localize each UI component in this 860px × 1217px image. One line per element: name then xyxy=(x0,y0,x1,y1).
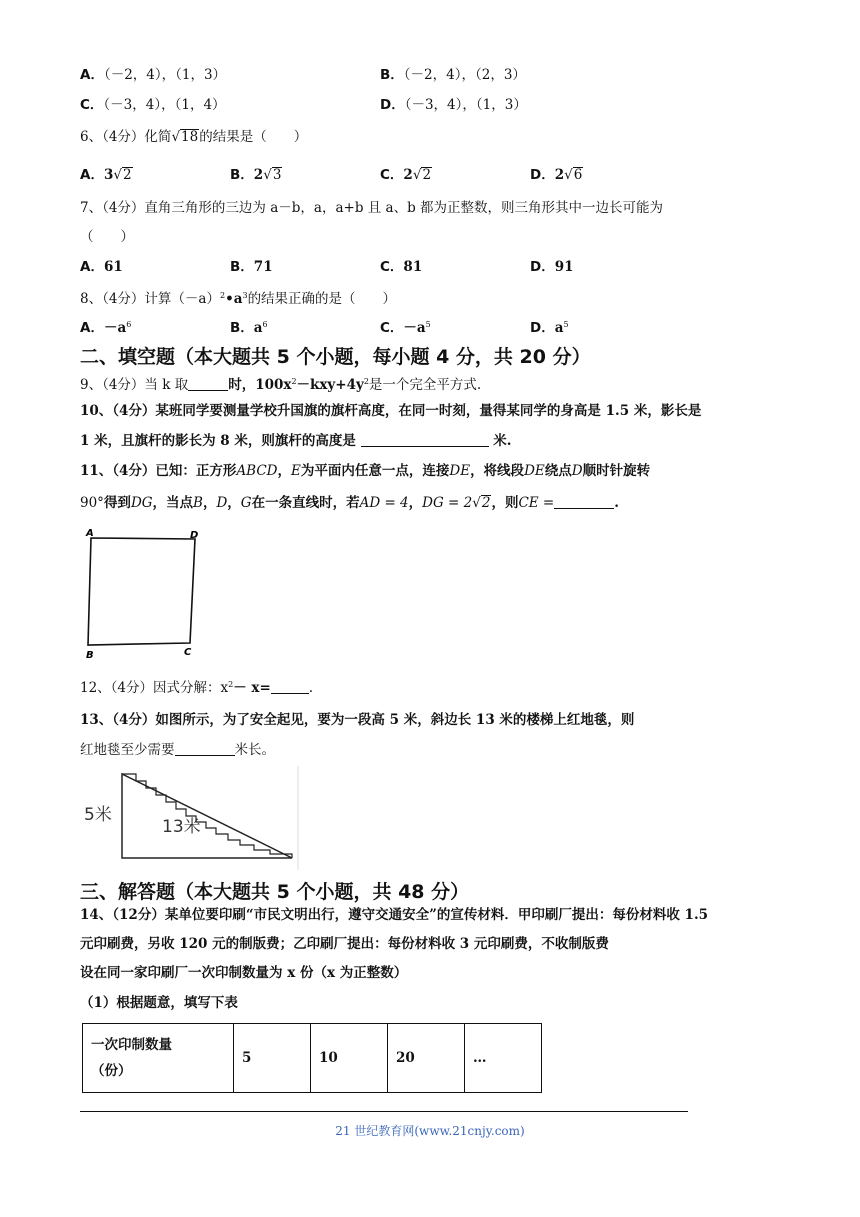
q6-number: 6、（4分）化简 xyxy=(80,129,172,145)
q11-math: E xyxy=(291,463,301,479)
q9-mid: －kxy+4y xyxy=(296,377,364,393)
q9-post: 时，100x xyxy=(228,377,292,393)
q11-stem-line2 xyxy=(80,494,619,512)
q10-answer-blank[interactable] xyxy=(361,432,489,447)
option-text: （－3，4），（1，4） xyxy=(103,97,226,113)
table-cell: 5 xyxy=(234,1024,311,1093)
vertex-label-a: A xyxy=(86,528,94,539)
option-base: －a xyxy=(403,320,426,336)
option-radicand: 6 xyxy=(573,167,583,183)
option-exp: 5 xyxy=(425,320,431,329)
q8-pre: 8、（4分）计算（－a） xyxy=(80,291,220,307)
q7-option-a xyxy=(80,258,123,276)
option-coef: 2 xyxy=(554,167,565,183)
q9-pre: 9、（4分）当 k 取 xyxy=(80,377,189,393)
option-key: D． xyxy=(530,167,555,183)
option-base: －a xyxy=(103,320,127,336)
stair-triangle xyxy=(122,774,292,858)
q5-option-b xyxy=(380,66,526,84)
table-cell: … xyxy=(465,1024,542,1093)
q11-text: ， xyxy=(227,495,241,511)
option-text: 61 xyxy=(103,259,123,275)
option-key: A． xyxy=(80,67,104,83)
q11-text: 为平面内任意一点，连接 xyxy=(300,463,450,479)
q8-option-d xyxy=(530,316,569,337)
q11-text: 11、（4分）已知：正方形 xyxy=(80,463,237,479)
option-exp: 6 xyxy=(262,320,268,329)
q14-stem-line1: 14、（12分）某单位要印刷“市民文明出行，遵守交通安全”的宣传材料．甲印刷厂提出：每份材料收 1.5 xyxy=(80,907,709,923)
q11-text: 在一条直线时，若 xyxy=(251,495,360,511)
vertex-label-b: B xyxy=(86,650,94,661)
q6-option-a xyxy=(80,166,133,184)
q6-radicand: 18 xyxy=(181,129,199,145)
q10-stem-line2 xyxy=(80,432,512,450)
option-radicand: 2 xyxy=(422,167,432,183)
q13-pre: 红地毯至少需要 xyxy=(80,742,175,758)
section-heading-fill-in: 二、填空题（本大题共 5 个小题，每小题 4 分，共 20 分） xyxy=(80,346,591,368)
q13-tail: 米长。 xyxy=(234,742,275,758)
q7-option-d xyxy=(530,258,574,276)
option-key: C． xyxy=(80,97,104,113)
q11-radicand: 2 xyxy=(481,495,491,511)
q7-stem-line2: （ ） xyxy=(80,229,134,245)
vertex-label-d: D xyxy=(190,530,199,541)
option-key: B． xyxy=(230,259,254,275)
table-cell: 10 xyxy=(311,1024,388,1093)
q11-math: 90° xyxy=(80,495,104,511)
option-coef: 3 xyxy=(103,167,114,183)
q5-option-d xyxy=(380,96,527,114)
q7-stem-line1: 7、（4分）直角三角形的三边为 a－b，a，a+b 且 a、b 都为正整数，则三角形其中一边长可能为 xyxy=(80,200,664,216)
option-key: B． xyxy=(230,167,254,183)
page-footer: 21 世纪教育网(www.21cnjy.com) xyxy=(335,1124,525,1138)
q11-math: DE xyxy=(449,463,471,479)
q9-exp1: 2 xyxy=(291,377,297,386)
option-key: A． xyxy=(80,167,104,183)
q12-stem xyxy=(80,676,313,697)
q11-text: ， xyxy=(202,495,217,511)
option-text: 71 xyxy=(253,259,273,275)
option-radicand: 2 xyxy=(122,167,132,183)
q11-text: 绕点 xyxy=(544,463,572,479)
option-text: 81 xyxy=(403,259,423,275)
q9-answer-blank[interactable] xyxy=(188,376,228,391)
q9-exp2: 2 xyxy=(363,377,369,386)
q8-exp1: 2 xyxy=(219,291,226,300)
option-base: a xyxy=(253,320,263,336)
q14-table xyxy=(82,1023,542,1093)
header-line: （份） xyxy=(91,1063,132,1079)
footer-divider xyxy=(80,1111,688,1112)
q8-mid: •a xyxy=(225,291,243,307)
q11-math: CE = xyxy=(518,495,555,511)
q13-answer-blank[interactable] xyxy=(175,741,235,756)
option-key: D． xyxy=(380,97,405,113)
q11-math: ABCD xyxy=(236,463,278,479)
q11-stem-line1 xyxy=(80,462,650,480)
q8-option-a xyxy=(80,316,131,337)
square-abcd-figure xyxy=(80,526,210,662)
q8-stem xyxy=(80,287,396,308)
q12-mid: － x= xyxy=(233,680,271,696)
q11-text: 顺时针旋转 xyxy=(582,463,651,479)
option-base: a xyxy=(554,320,564,336)
option-key: A． xyxy=(80,320,104,336)
option-key: B． xyxy=(380,67,404,83)
table-header-cell xyxy=(83,1024,234,1093)
section-heading-solutions: 三、解答题（本大题共 5 个小题，共 48 分） xyxy=(80,881,470,903)
q14-stem-line3: 设在同一家印刷厂一次印制数量为 x 份（x 为正整数） xyxy=(80,965,408,981)
option-text: （－3，4），（1，3） xyxy=(404,97,527,113)
sqrt-sign-icon: √ xyxy=(263,167,272,183)
q11-text: ， xyxy=(277,463,292,479)
q12-pre: 12、（4分）因式分解：x xyxy=(80,680,229,696)
q11-end: . xyxy=(614,495,619,511)
q6-option-b xyxy=(230,166,282,184)
q11-math: DG = 2 xyxy=(422,495,473,511)
option-coef: 2 xyxy=(253,167,264,183)
option-key: A． xyxy=(80,259,104,275)
q9-stem xyxy=(80,373,481,394)
q11-math: B xyxy=(193,495,203,511)
q14-stem-line2: 元印刷费，另收 120 元的制版费；乙印刷厂提出：每份材料收 3 元印刷费，不收制版费 xyxy=(80,936,609,952)
q13-stem-line2 xyxy=(80,741,275,759)
q11-text: 得到 xyxy=(103,495,131,511)
sqrt-sign-icon: √ xyxy=(412,167,422,183)
q12-answer-blank[interactable] xyxy=(271,679,309,694)
sqrt-sign-icon: √ xyxy=(472,495,481,511)
q6-option-c xyxy=(380,166,432,184)
option-key: C． xyxy=(380,320,404,336)
option-key: D． xyxy=(530,259,555,275)
vertex-label-c: C xyxy=(184,647,192,658)
hypotenuse-label: 13米 xyxy=(162,817,201,837)
q7-option-b xyxy=(230,258,273,276)
q11-answer-blank[interactable] xyxy=(554,494,614,509)
square-outline xyxy=(88,538,195,645)
q10-stem-line1: 10、（4分）某班同学要测量学校升国旗的旗杆高度，在同一时刻，量得某同学的身高是 1.5 米，影长是 xyxy=(80,403,702,419)
option-key: C． xyxy=(380,167,404,183)
q10-pre: 1 米，且旗杆的影长为 8 米，则旗杆的高度是 xyxy=(80,433,356,449)
q8-option-c xyxy=(380,316,431,337)
option-key: B． xyxy=(230,320,254,336)
option-key: C． xyxy=(380,259,404,275)
option-coef: 2 xyxy=(403,167,413,183)
q11-text: ，则 xyxy=(491,495,519,511)
q11-math: G xyxy=(240,495,252,511)
q5-option-c xyxy=(80,96,226,114)
table-cell: 20 xyxy=(388,1024,465,1093)
q6-option-d xyxy=(530,166,583,184)
q11-text: ，当点 xyxy=(152,495,194,511)
q11-math: D xyxy=(216,495,228,511)
q10-tail: 米. xyxy=(493,433,512,449)
q11-text: ， xyxy=(408,495,423,511)
q5-option-a xyxy=(80,66,226,84)
sqrt-sign-icon: √ xyxy=(171,129,181,145)
q14-subquestion-1: （1）根据题意，填写下表 xyxy=(80,995,238,1011)
q11-text: ，将线段 xyxy=(470,463,525,479)
q7-option-c xyxy=(380,258,422,276)
q11-math: DE xyxy=(524,463,545,479)
option-exp: 5 xyxy=(563,320,569,329)
height-label: 5米 xyxy=(84,805,112,825)
q11-math: DG xyxy=(130,495,153,511)
q8-tail: 的结果正确的是（ ） xyxy=(247,291,397,307)
option-exp: 6 xyxy=(126,320,132,329)
sqrt-sign-icon: √ xyxy=(564,167,573,183)
option-text: （－2，4），（2，3） xyxy=(403,67,526,83)
q8-exp2: 3 xyxy=(242,291,248,300)
q12-end: . xyxy=(308,680,314,696)
q6-stem xyxy=(80,128,307,146)
q11-math: D xyxy=(571,463,583,479)
q9-tail: 是一个完全平方式. xyxy=(368,377,482,393)
header-line: 一次印制数量 xyxy=(91,1037,172,1053)
staircase-figure xyxy=(80,766,302,870)
table-row xyxy=(83,1024,542,1093)
q12-exp: 2 xyxy=(228,680,234,689)
option-radicand: 3 xyxy=(272,167,282,183)
option-text: 91 xyxy=(554,259,574,275)
option-key: D． xyxy=(530,320,555,336)
q13-stem-line1: 13、（4分）如图所示，为了安全起见，要为一段高 5 米，斜边长 13 米的楼梯上红地毯，则 xyxy=(80,712,635,728)
q6-tail: 的结果是（ ） xyxy=(199,129,308,145)
q11-math: AD = 4 xyxy=(359,495,409,511)
q8-option-b xyxy=(230,316,268,337)
option-text: （－2，4），（1，3） xyxy=(103,67,227,83)
sqrt-sign-icon: √ xyxy=(113,167,122,183)
